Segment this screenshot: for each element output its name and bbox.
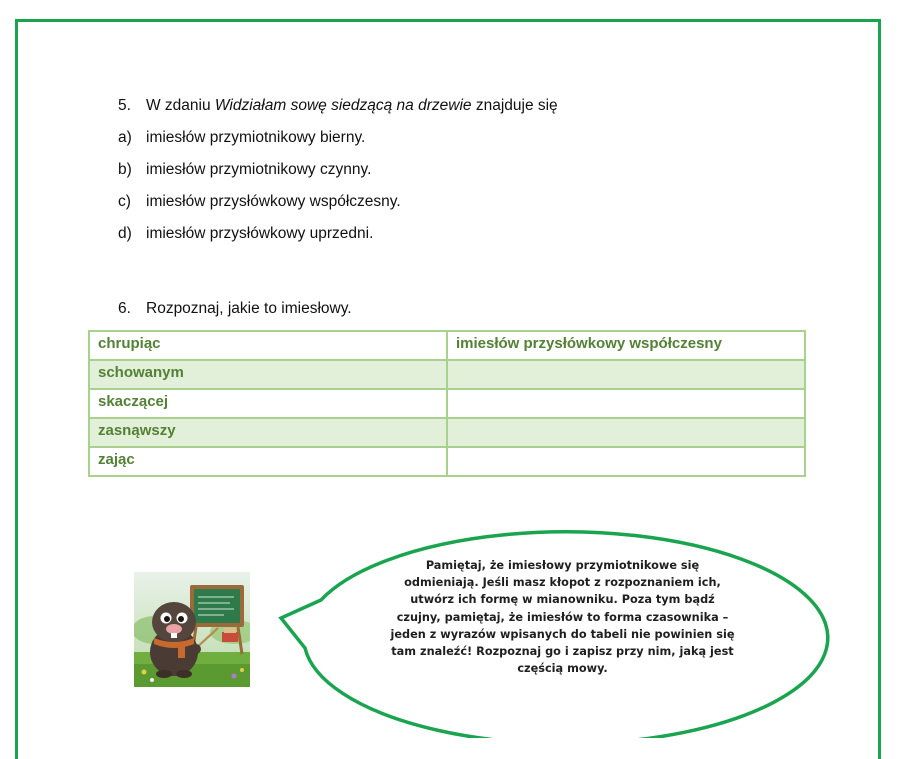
word-cell: zasnąwszy	[89, 418, 447, 447]
question-text: Rozpoznaj, jakie to imiesłowy.	[146, 300, 352, 317]
option-text: imiesłów przymiotnikowy czynny.	[146, 161, 372, 178]
tip-text	[385, 557, 740, 677]
table-row	[89, 389, 805, 418]
answer-cell[interactable]	[447, 447, 805, 476]
answer-cell[interactable]	[447, 389, 805, 418]
question-prefix: W zdaniu	[146, 97, 215, 114]
tip-line: Pamiętaj, że imiesłowy przymiotnikowe się	[425, 559, 700, 572]
tip-line: czujny, pamiętaj, że imiesłów to forma czasownika –	[396, 610, 729, 624]
tip-line: tam znaleźć! Rozpoznaj go i zapisz przy nim, jaką jest	[391, 645, 734, 659]
option-text: imiesłów przymiotnikowy bierny.	[146, 129, 366, 146]
question-5	[118, 96, 558, 116]
table-row	[89, 331, 805, 360]
option-text: imiesłów przysłówkowy uprzedni.	[146, 225, 374, 242]
option-letter: c)	[118, 193, 131, 210]
table-row	[89, 360, 805, 389]
quoted-sentence: Widziałam sowę siedzącą na drzewie	[214, 97, 472, 114]
option-d[interactable]	[118, 224, 373, 244]
option-letter: b)	[118, 161, 132, 178]
option-letter: a)	[118, 129, 132, 146]
option-a[interactable]	[118, 128, 365, 148]
question-number: 5.	[118, 97, 131, 114]
question-6	[118, 299, 352, 319]
answer-cell[interactable]	[447, 418, 805, 447]
word-cell: zając	[89, 447, 447, 476]
tip-line: częścią mowy.	[517, 662, 608, 676]
option-b[interactable]	[118, 160, 371, 180]
answer-cell[interactable]: imiesłów przysłówkowy współczesny	[447, 331, 805, 360]
tip-line: utwórz ich formę w mianowniku. Poza tym bądź	[410, 593, 715, 607]
word-cell: schowanym	[89, 360, 447, 389]
answer-table	[88, 330, 806, 477]
mole-teacher-illustration	[134, 572, 250, 687]
word-cell: skaczącej	[89, 389, 447, 418]
option-c[interactable]	[118, 192, 401, 212]
tip-line: odmieniają. Jeśli masz kłopot z rozpoznaniem ich,	[404, 576, 721, 590]
answer-cell[interactable]	[447, 360, 805, 389]
table-row	[89, 447, 805, 476]
question-number: 6.	[118, 300, 131, 317]
option-letter: d)	[118, 225, 132, 242]
word-cell: chrupiąc	[89, 331, 447, 360]
question-suffix: znajduje się	[471, 97, 558, 114]
table-row	[89, 418, 805, 447]
tip-line: jeden z wyrazów wpisanych do tabeli nie powinien się	[390, 627, 735, 641]
option-text: imiesłów przysłówkowy współczesny.	[146, 193, 401, 210]
